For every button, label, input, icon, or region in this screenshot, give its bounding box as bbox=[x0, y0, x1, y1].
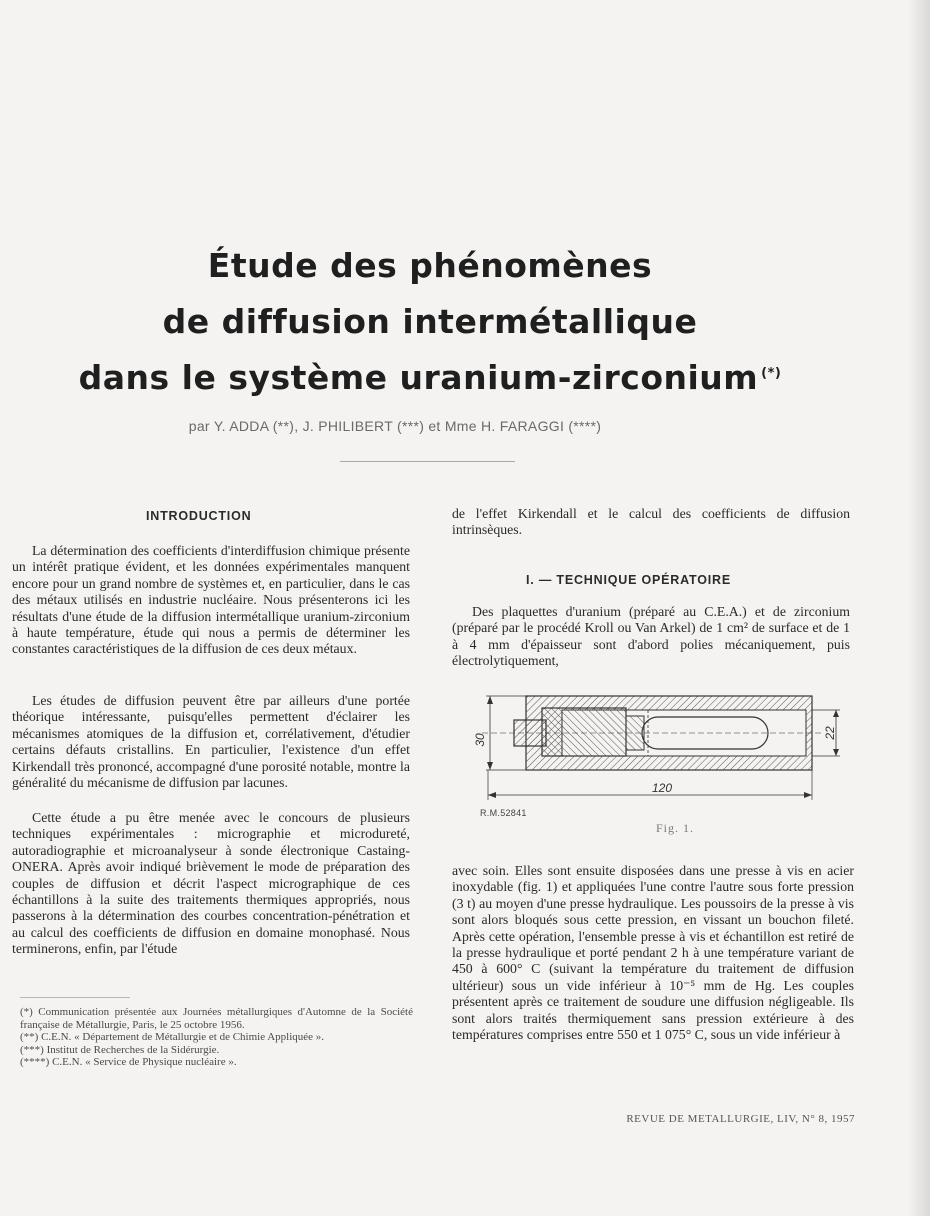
plunger-rod bbox=[642, 717, 768, 749]
intro-paragraph-1: La détermination des coefficients d'interdiffusion chimique présente un intérêt pratique évident, et les données expérimentales manquent encore pour un grand nombre de systèmes et, en particulier, dans le cas des métaux utilisés en industrie nucléaire. Nous présenterons ici les résultats d'une étude de la diffusion intermétallique uranium-zirconium à haute température, étude qui nous a permis de déterminer les constantes caractéristiques de la diffusion de ces deux métaux. bbox=[12, 543, 410, 657]
footnote-4: (****) C.E.N. « Service de Physique nucléaire ». bbox=[20, 1056, 237, 1069]
title-line-1: Étude des phénomènes bbox=[207, 246, 653, 285]
figure-caption: Fig. 1. bbox=[655, 821, 694, 835]
section-1-heading: I. — TECHNIQUE OPÉRATOIRE bbox=[526, 573, 731, 587]
dimension-length: 120 bbox=[651, 781, 673, 795]
intro-paragraph-3: Cette étude a pu être menée avec le concours de plusieurs techniques expérimentales : micrographie et microdureté, autoradiographie et microanalyseur à sonde électronique Castaing-ONERA. Après avoir indiqué brièvement le mode de préparation des couples de diffusion et décrit l'aspect micrographique de ces échantillons à la suite des traitements thermiques appropriés, nous passerons à la détermination des courbes concentration-pénétration et au calcul des coefficients de diffusion en domaine monophasé. Nous terminerons, enfin, par l'étude bbox=[12, 810, 410, 957]
title-line-3-text: dans le système uranium-zirconium bbox=[78, 358, 759, 397]
footnote-separator bbox=[20, 997, 130, 998]
section-1-paragraph-2: avec soin. Elles sont ensuite disposées dans une presse à vis en acier inoxydable (fig. 1) et appliquées l'une contre l'autre sous forte pression (3 t) au moyen d'une presse hydraulique. Les poussoirs de la presse à vis sont alors bloqués sous cette pression, en vissant un bouchon fileté. Après cette opération, l'ensemble presse à vis et échantillon est retiré de la presse hydraulique et porté pendant 2 h à une température variant de 450 à 600° C (suivant la température du traitement de diffusion ultérieur) sous un vide inférieur à 10⁻⁵ mm de Hg. Les couples présentent après ce traitement de soudure une diffusion négligeable. Ils sont alors traités thermiquement sans pression extérieure à des températures comprises entre 550 et 1 075° C, sous un vide inférieur à bbox=[452, 863, 854, 1043]
dimension-height: 30 bbox=[473, 733, 487, 747]
title-line-2: de diffusion intermétallique bbox=[162, 302, 698, 341]
footnote-3: (***) Institut de Recherches de la Sidérurgie. bbox=[20, 1043, 220, 1056]
authors-line: par Y. ADDA (**), J. PHILIBERT (***) et Mme H. FARAGGI (****) bbox=[188, 418, 602, 434]
footnote-1: (*) Communication présentée aux Journées métallurgiques d'Automne de la Société française de Métallurgie, Paris, le 25 octobre 1956. bbox=[20, 1006, 413, 1031]
press-diagram bbox=[452, 680, 852, 810]
running-footer: REVUE DE METALLURGIE, LIV, N° 8, 1957 bbox=[626, 1113, 855, 1125]
article-title bbox=[0, 238, 860, 406]
threaded-plug bbox=[542, 708, 626, 756]
footnote-2: (**) C.E.N. « Département de Métallurgie et de Chimie Appliquée ». bbox=[20, 1031, 325, 1044]
title-line-3 bbox=[0, 350, 860, 406]
intro-continuation: de l'effet Kirkendall et le calcul des coefficients de diffusion intrinsèques. bbox=[452, 506, 850, 538]
dimension-right: 22 bbox=[823, 726, 837, 740]
intro-paragraph-2: Les études de diffusion peuvent être par ailleurs d'une portée théorique intéressante, puisqu'elles permettent d'éclairer les mécanismes atomiques de la diffusion et, corrélativement, d'étudier certains défauts cristallins. En particulier, l'existence d'un effet Kirkendall très prononcé, accompagné d'une porosité notable, montre la généralité du mécanisme de diffusion par lacunes. bbox=[12, 693, 410, 791]
footnotes bbox=[20, 1006, 413, 1069]
title-footnote-mark: (*) bbox=[761, 366, 782, 381]
page-edge-shadow bbox=[908, 0, 930, 1216]
figure-reference: R.M.52841 bbox=[480, 808, 527, 818]
section-1-paragraph-1: Des plaquettes d'uranium (préparé au C.E.A.) et de zirconium (préparé par le procédé Kroll ou Van Arkel) de 1 cm² de surface et de 1 à 4 mm d'épaisseur sont d'abord polies mécaniquement, puis électrolytiquement, bbox=[452, 604, 850, 669]
title-separator bbox=[340, 461, 515, 462]
introduction-heading: INTRODUCTION bbox=[146, 509, 252, 523]
